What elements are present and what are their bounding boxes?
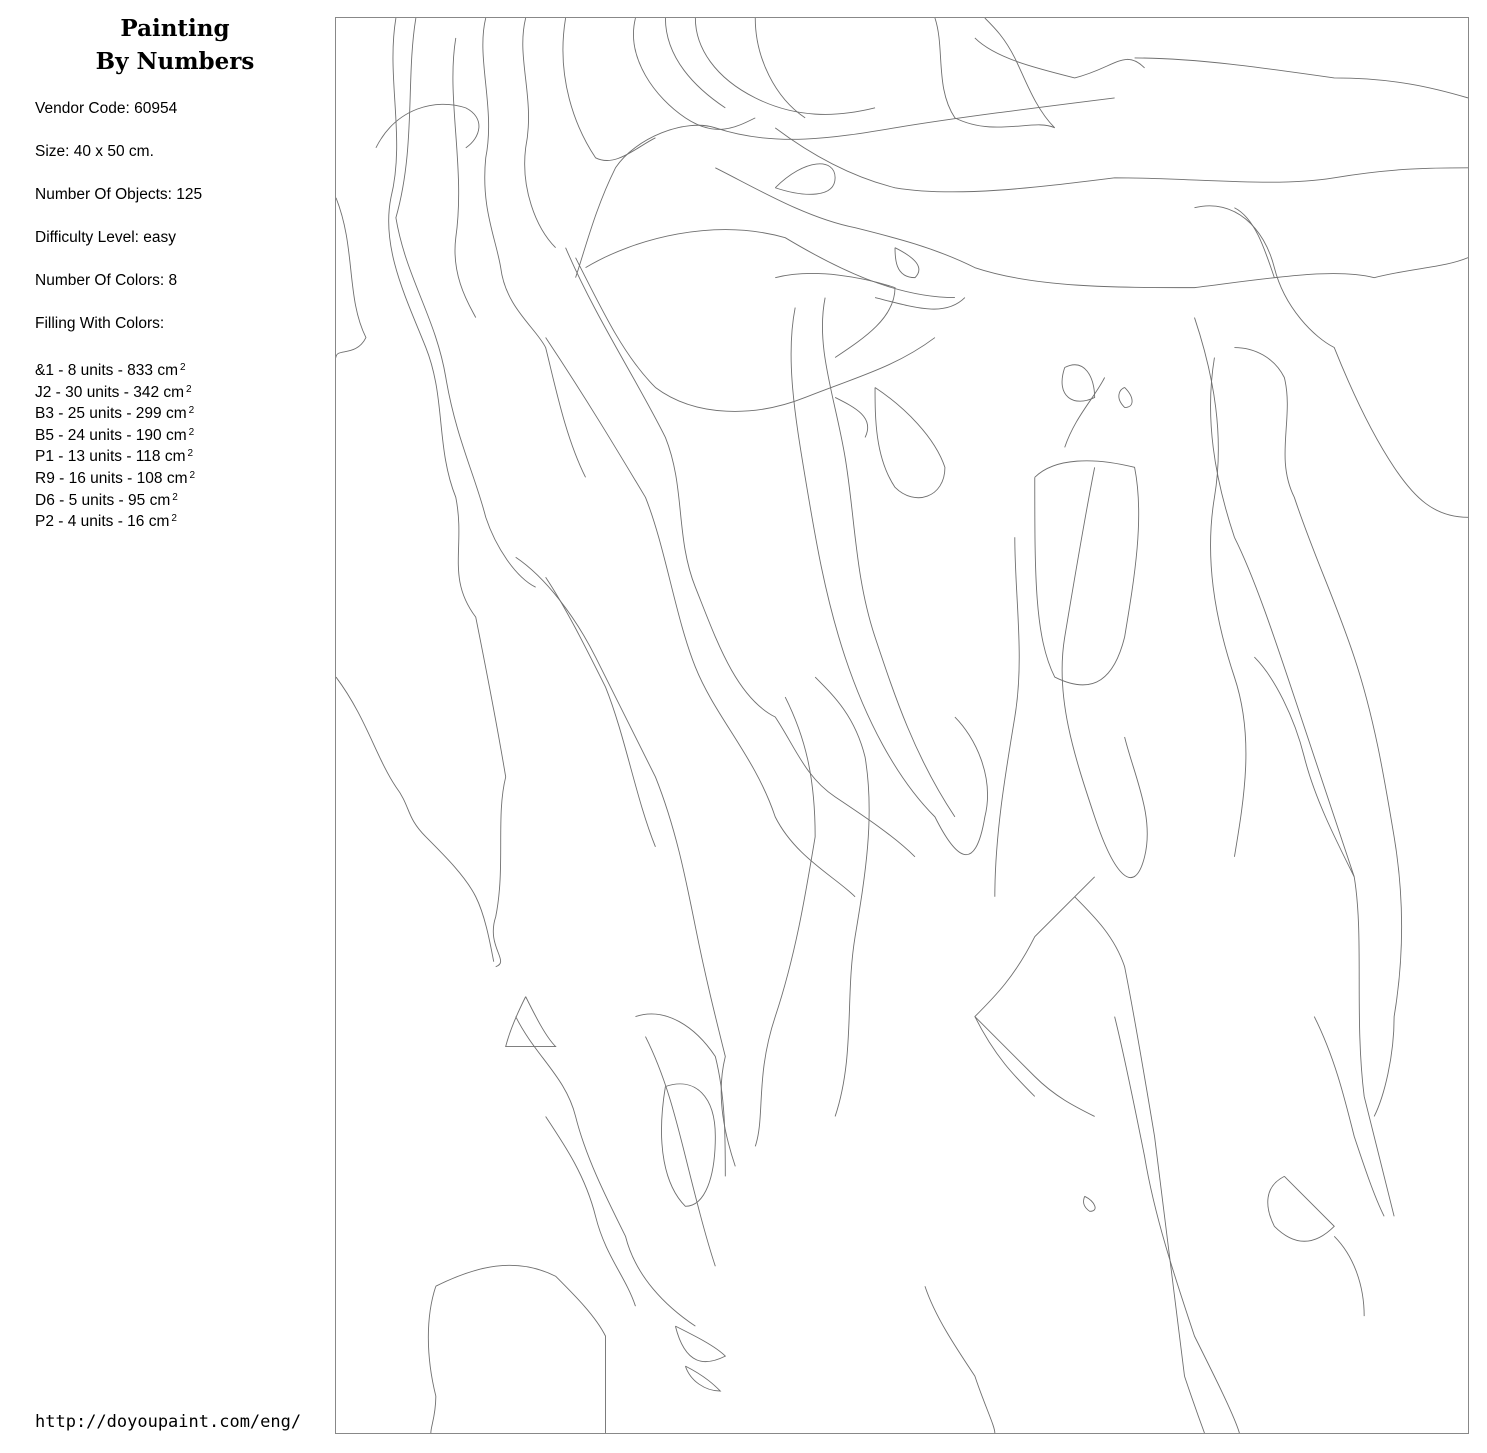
color-item: B3 - 25 units - 299 cm $^2$: [35, 405, 195, 423]
difficulty-level: Difficulty Level: easy: [35, 229, 176, 246]
size-info: Size: 40 x 50 cm.: [35, 143, 154, 160]
color-item: R9 - 16 units - 108 cm $^2$: [35, 469, 196, 487]
coloring-canvas: [335, 17, 1469, 1434]
vendor-code: Vendor Code: 60954: [35, 100, 178, 117]
website-url[interactable]: http://doyoupaint.com/eng/: [35, 1412, 302, 1432]
product-info: [35, 98, 202, 356]
color-item: &1 - 8 units - 833 cm $^2$: [35, 362, 186, 379]
color-list: [35, 357, 195, 530]
title-line-1: Painting: [120, 15, 230, 42]
color-item: B5 - 24 units - 190 cm $^2$: [35, 426, 195, 444]
info-sidebar: [0, 0, 320, 1453]
color-item: D6 - 5 units - 95 cm $^2$: [35, 491, 178, 509]
colors-count: Number Of Colors: 8: [35, 272, 178, 289]
color-item: J2 - 30 units - 342 cm $^2$: [35, 383, 192, 401]
color-item: P2 - 4 units - 16 cm $^2$: [35, 513, 177, 531]
outline-drawing: [336, 18, 1468, 1433]
title-line-2: By Numbers: [95, 48, 255, 75]
filling-heading: Filling With Colors:: [35, 315, 165, 332]
objects-count: Number Of Objects: 125: [35, 186, 203, 203]
color-item: P1 - 13 units - 118 cm $^2$: [35, 448, 194, 466]
page-title: [60, 12, 290, 78]
